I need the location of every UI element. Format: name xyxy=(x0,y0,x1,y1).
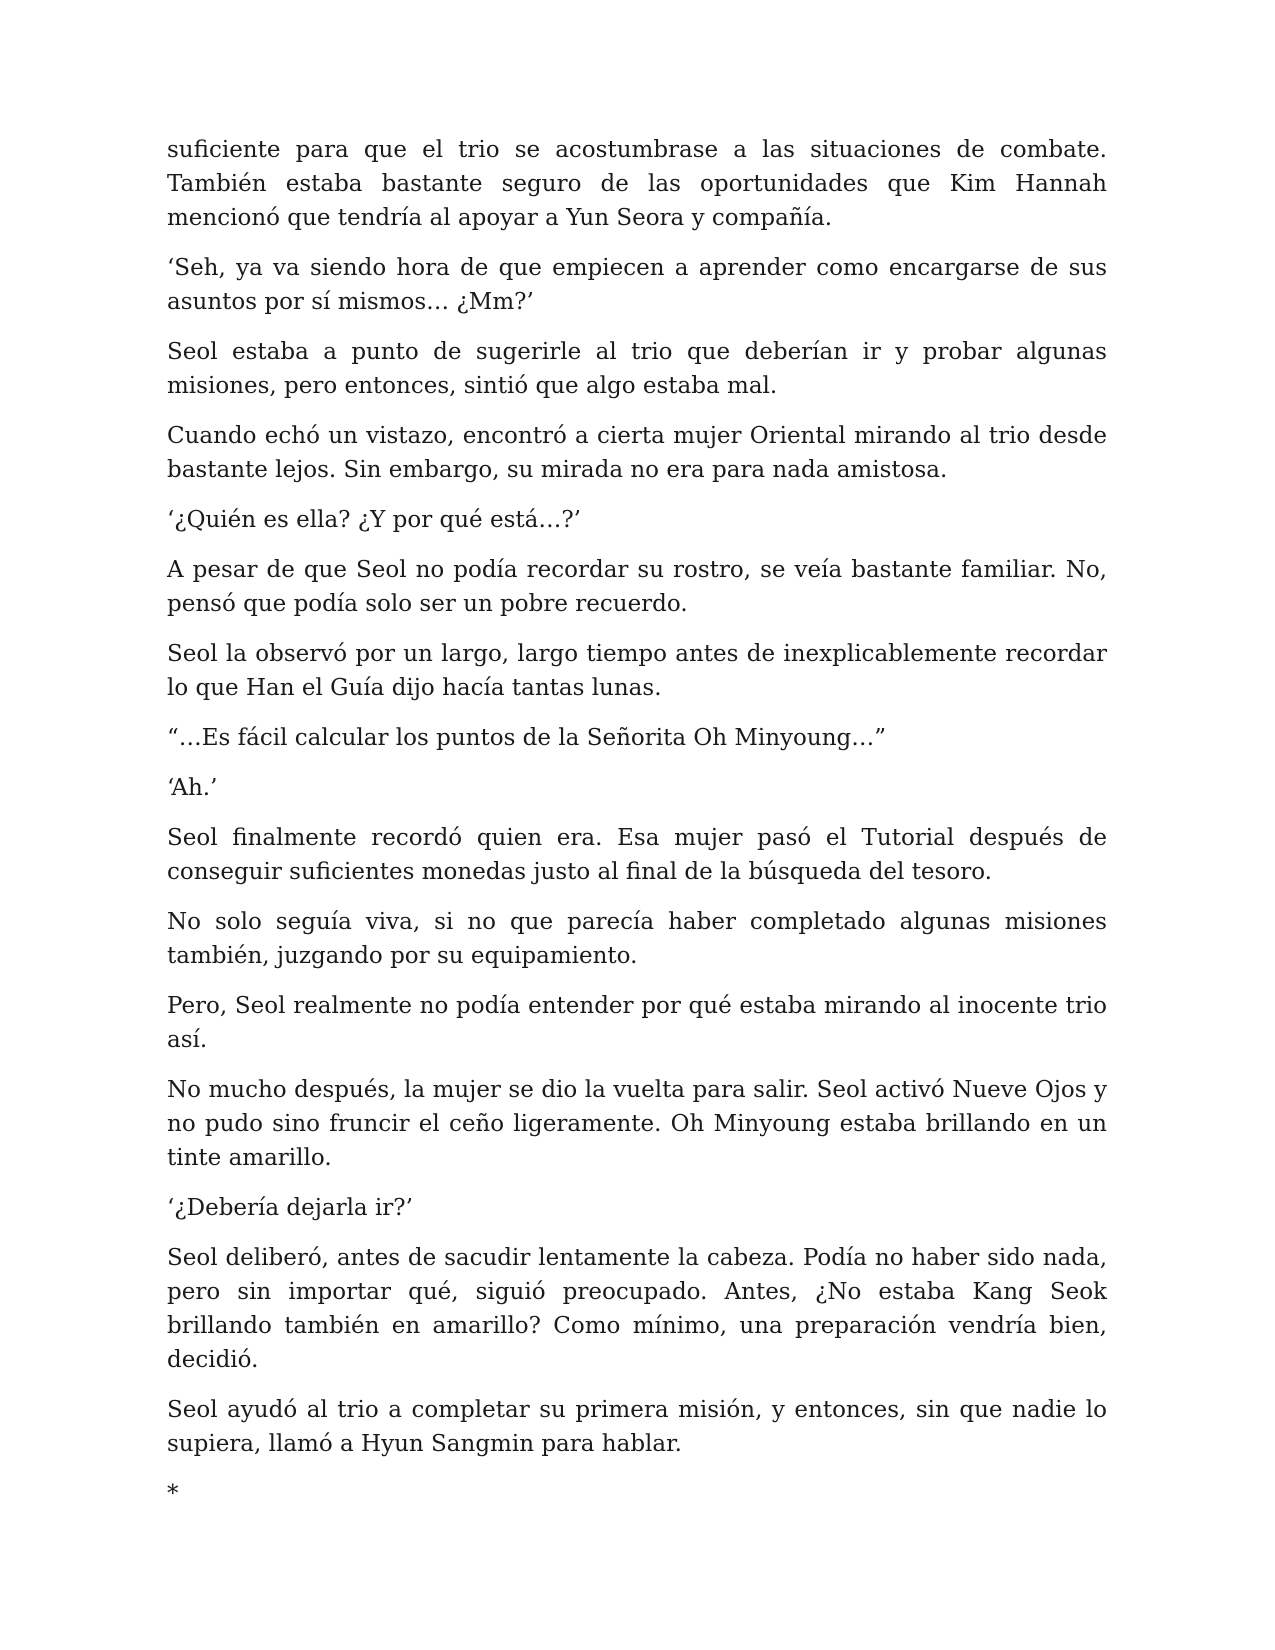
paragraph: Seol deliberó, antes de sacudir lentamente la cabeza. Podía no haber sido nada, pero sin importar qué, siguió preocupado. Antes, ¿No estaba Kang Seok brillando también en amarillo? Como mínimo, una preparación vendría bien, decidió. xyxy=(167,1245,1107,1373)
paragraph: No solo seguía viva, si no que parecía haber completado algunas misiones también, juzgando por su equipamiento. xyxy=(167,909,1107,969)
paragraph: ‘¿Debería dejarla ir?’ xyxy=(167,1195,413,1221)
paragraph: Seol la observó por un largo, largo tiempo antes de inexplicablemente recordar lo que Han el Guía dijo hacía tantas lunas. xyxy=(167,641,1107,701)
paragraph: No mucho después, la mujer se dio la vuelta para salir. Seol activó Nueve Ojos y no pudo sino fruncir el ceño ligeramente. Oh Minyoung estaba brillando en un tinte amarillo. xyxy=(167,1077,1107,1171)
section-separator: * xyxy=(167,1481,179,1507)
paragraph: Cuando echó un vistazo, encontró a cierta mujer Oriental mirando al trio desde bastante lejos. Sin embargo, su mirada no era para nada amistosa. xyxy=(167,423,1107,483)
paragraph: Seol estaba a punto de sugerirle al trio que deberían ir y probar algunas misiones, pero entonces, sintió que algo estaba mal. xyxy=(167,339,1107,399)
paragraph: A pesar de que Seol no podía recordar su rostro, se veía bastante familiar. No, pensó que podía solo ser un pobre recuerdo. xyxy=(167,557,1107,617)
paragraph: Seol ayudó al trio a completar su primera misión, y entonces, sin que nadie lo supiera, llamó a Hyun Sangmin para hablar. xyxy=(167,1397,1107,1457)
paragraph: suficiente para que el trio se acostumbrase a las situaciones de combate. También estaba bastante seguro de las oportunidades que Kim Hannah mencionó que tendría al apoyar a Yun Seora y compañía. xyxy=(167,137,1107,231)
paragraph: ‘¿Quién es ella? ¿Y por qué está…?’ xyxy=(167,507,581,533)
paragraph: “…Es fácil calcular los puntos de la Señorita Oh Minyoung…” xyxy=(167,725,886,751)
paragraph: ‘Seh, ya va siendo hora de que empiecen a aprender como encargarse de sus asuntos por sí mismos… ¿Mm?’ xyxy=(167,255,1107,315)
paragraph: Seol finalmente recordó quien era. Esa mujer pasó el Tutorial después de conseguir suficientes monedas justo al final de la búsqueda del tesoro. xyxy=(167,825,1107,885)
paragraph: ‘Ah.’ xyxy=(167,775,218,801)
body-text xyxy=(167,133,1107,1527)
paragraph: Pero, Seol realmente no podía entender por qué estaba mirando al inocente trio así. xyxy=(167,993,1107,1053)
